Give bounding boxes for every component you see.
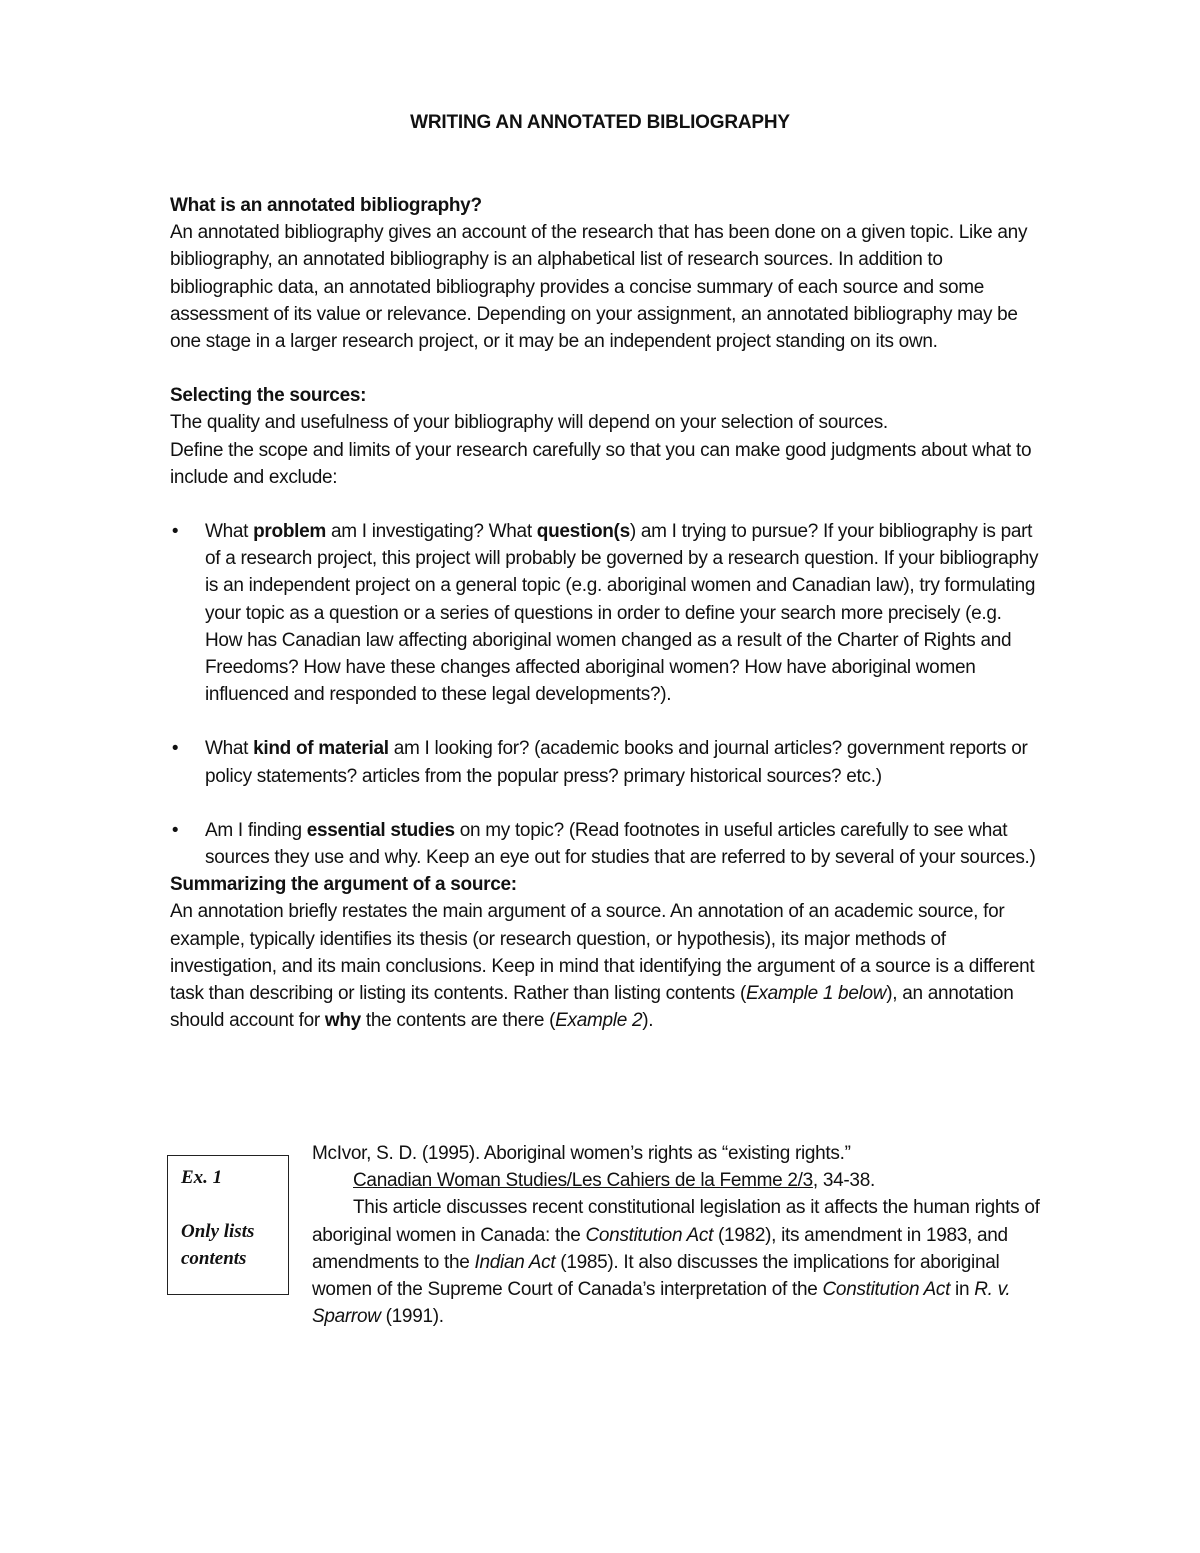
bullet-icon: • xyxy=(171,521,179,543)
example-note-line-1: Only lists xyxy=(181,1221,255,1242)
section-body-what-is: An annotated bibliography gives an account of the research that has been done on a given topic. Like any bibliography, an annotated bibliography is an alphabetical list of research sources. In addition to bibliographic data, an annotated bibliography provides a concise summary of each source and some assessment of its value or relevance. Depending on your assignment, an annotated bibliography may be one stage in a larger research project, or it may be an independent project standing on its own. xyxy=(170,222,1028,353)
document-title: WRITING AN ANNOTATED BIBLIOGRAPHY xyxy=(410,112,790,133)
selecting-line-1: The quality and usefulness of your bibliography will depend on your selection of sources. xyxy=(170,412,888,434)
list-item: • Am I finding essential studies on my topic? (Read footnotes in useful articles carefully to see what sources they use and why. Keep an eye out for studies that are referred to by several of your sources.) xyxy=(170,817,1040,871)
selection-criteria-list xyxy=(170,518,1040,871)
section-heading-what-is: What is an annotated bibliography? xyxy=(170,195,482,216)
selecting-line-2: Define the scope and limits of your research carefully so that you can make good judgments about what to include and exclude: xyxy=(170,439,1032,488)
section-heading-selecting: Selecting the sources: xyxy=(170,385,367,407)
example-1-label-box xyxy=(167,1155,289,1295)
example-citation xyxy=(312,1140,1042,1330)
citation-journal-line: Canadian Woman Studies/Les Cahiers de la Femme 2/3, 34-38. xyxy=(353,1170,875,1192)
section-heading-summarizing: Summarizing the argument of a source: xyxy=(170,874,517,896)
example-note-line-2: contents xyxy=(181,1248,247,1269)
citation-journal: Canadian Woman Studies/Les Cahiers de la Femme 2/3 xyxy=(353,1170,813,1192)
section-body-summarizing: An annotation briefly restates the main argument of a source. An annotation of an academic source, for example, typically identifies its thesis (or research question, or hypothesis), its major methods of investigation, and its main conclusions. Keep in mind that identifying the argument of a source is a different task than describing or listing its contents. Rather than listing contents (Example 1 below), an annotation should account for why the contents are there (Example 2). xyxy=(170,901,1035,1032)
citation-reference: McIvor, S. D. (1995). Aboriginal women’s rights as “existing rights.” xyxy=(312,1143,851,1164)
bullet-icon: • xyxy=(171,819,179,841)
citation-annotation: This article discusses recent constitutional legislation as it affects the human rights of aboriginal women in Canada: the Constitution Act (1982), its amendment in 1983, and amendments to the Indian Act (1985). It also discusses the implications for aboriginal women of the Supreme Court of Canada’s interpretation of the Constitution Act in R. v. Sparrow (1991). xyxy=(312,1197,1040,1328)
list-item: • What kind of material am I looking for? (academic books and journal articles? government reports or policy statements? articles from the popular press? primary historical sources? etc.) xyxy=(170,735,1040,789)
example-label: Ex. 1 xyxy=(181,1167,223,1188)
bullet-icon: • xyxy=(171,738,179,760)
list-item: • What problem am I investigating? What question(s) am I trying to pursue? If your bibliography is part of a research project, this project will probably be governed by a research question. If your bibliography is an independent project on a general topic (e.g. aboriginal women and Canadian law), try formulating your topic as a question or a series of questions in order to define your search more precisely (e.g. How has Canadian law affecting aboriginal women changed as a result of the Charter of Rights and Freedoms? How have these changes affected aboriginal women? How have aboriginal women influenced and responded to these legal developments?). xyxy=(170,518,1040,708)
document-body xyxy=(170,192,1040,1034)
